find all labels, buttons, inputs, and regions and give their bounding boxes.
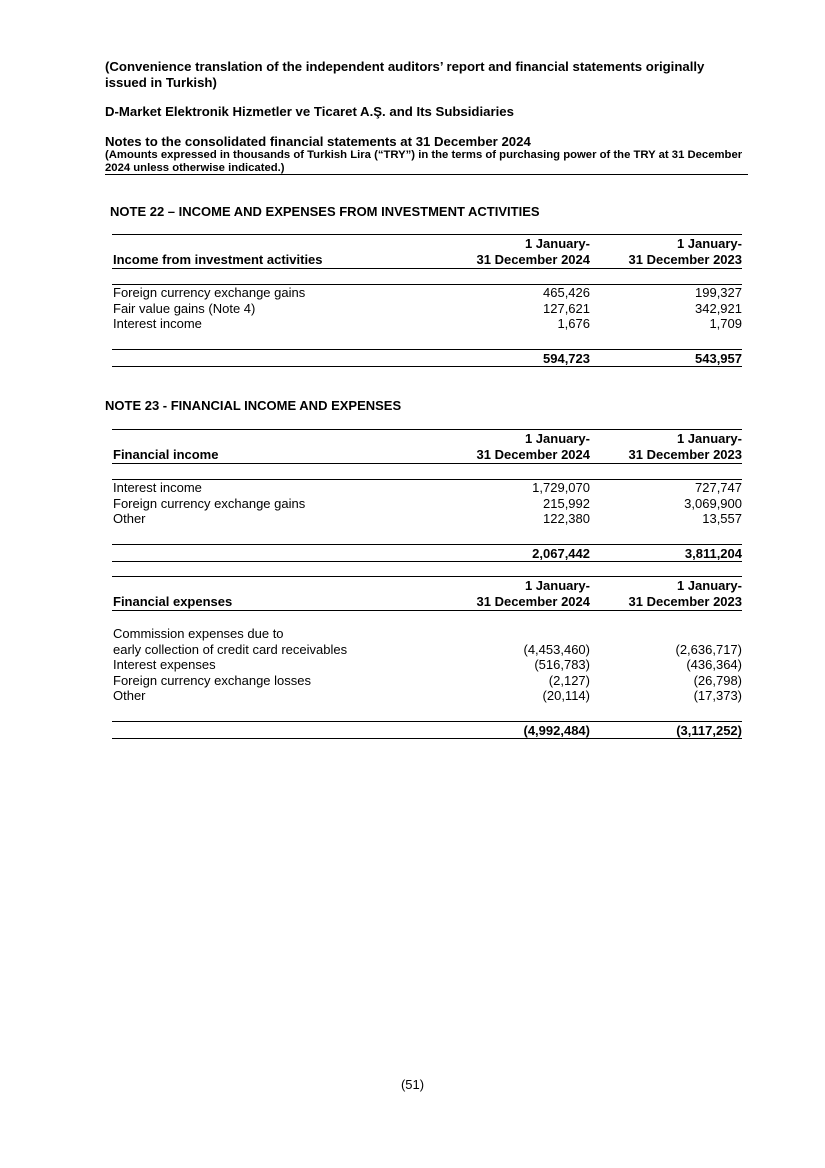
row-label: Foreign currency exchange losses: [113, 672, 311, 688]
total-2023: 3,811,204: [684, 545, 742, 561]
note-22-title: NOTE 22 – INCOME AND EXPENSES FROM INVESTMENT ACTIVITIES: [110, 204, 540, 219]
column-header-2024-line2: 31 December 2024: [476, 446, 590, 462]
notes-title: Notes to the consolidated financial statements at 31 December 2024: [105, 133, 531, 149]
table-total-row: [112, 349, 742, 368]
document-header: [105, 59, 748, 175]
column-header-2023-line1: 1 January-: [676, 431, 742, 446]
table-row: [112, 511, 742, 527]
column-header-2023-line2: 31 December 2023: [628, 251, 742, 267]
column-header-2023-line1: 1 January-: [676, 236, 742, 251]
row-value-2024: (4,453,460): [523, 641, 590, 657]
total-2024: 2,067,442: [532, 545, 590, 561]
row-value-2023: (2,636,717): [675, 641, 742, 657]
table-row: [112, 642, 742, 658]
row-value-2024: 215,992: [543, 495, 590, 511]
table-row: [112, 480, 742, 496]
column-header-2024-line1: 1 January-: [524, 431, 590, 446]
row-value-2024: 465,426: [543, 285, 590, 300]
table-row: [112, 657, 742, 673]
column-header-2024-line2: 31 December 2024: [476, 593, 590, 609]
row-value-2023: 1,709: [709, 316, 742, 331]
translation-note: (Convenience translation of the independent auditors’ report and financial statements originally issued in Turkish): [105, 59, 705, 90]
column-header-2024-line1: 1 January-: [524, 578, 590, 593]
column-header-label: Financial expenses: [113, 593, 233, 609]
table-row: [112, 285, 742, 301]
row-label: Foreign currency exchange gains: [113, 285, 306, 300]
row-value-2023: (26,798): [693, 672, 742, 688]
table-row: [112, 626, 742, 642]
page-number: (51): [400, 1077, 425, 1092]
row-value-2024: (2,127): [548, 672, 590, 688]
table-row: [112, 316, 742, 332]
column-header-2024: [450, 431, 590, 462]
financial-income-table: [112, 429, 742, 562]
row-value-2024: (516,783): [534, 657, 590, 672]
row-value-2024: 127,621: [543, 300, 590, 316]
column-header-2023-line1: 1 January-: [676, 578, 742, 593]
row-value-2024: 1,729,070: [532, 480, 590, 495]
row-value-2023: 727,747: [695, 480, 742, 495]
table-row: [112, 688, 742, 704]
row-value-2023: (436,364): [686, 657, 742, 672]
row-value-2023: 13,557: [702, 511, 742, 526]
row-label: Foreign currency exchange gains: [113, 495, 306, 511]
total-2024: 594,723: [543, 350, 590, 366]
column-header-label: Financial income: [113, 446, 219, 462]
row-label: Interest expenses: [113, 657, 216, 672]
amounts-note: (Amounts expressed in thousands of Turkish Lira (“TRY”) in the terms of purchasing power of the TRY at 31 December 2024 unless otherwise indicated.): [105, 149, 748, 175]
row-value-2024: 122,380: [543, 511, 590, 526]
row-label: Fair value gains (Note 4): [113, 300, 256, 316]
row-label: Other: [113, 511, 146, 526]
row-label: Other: [113, 688, 146, 703]
column-header-label: Income from investment activities: [113, 251, 323, 267]
row-value-2024: (20,114): [542, 688, 590, 703]
total-2024: (4,992,484): [523, 722, 590, 738]
row-label: early collection of credit card receivables: [113, 641, 348, 657]
table-row: [112, 301, 742, 317]
row-value-2023: 342,921: [695, 300, 742, 316]
row-value-2023: 3,069,900: [684, 495, 742, 511]
row-label: Interest income: [113, 480, 202, 495]
column-header-2024: [450, 578, 590, 609]
column-header-2023-line2: 31 December 2023: [628, 593, 742, 609]
table-row: [112, 673, 742, 689]
total-2023: (3,117,252): [676, 722, 742, 738]
investment-income-table: [112, 234, 742, 367]
table-header: [112, 235, 742, 269]
row-value-2024: 1,676: [557, 316, 590, 331]
row-label: Commission expenses due to: [113, 626, 284, 641]
column-header-2024-line1: 1 January-: [524, 236, 590, 251]
financial-expenses-table: [112, 576, 742, 739]
row-value-2023: 199,327: [695, 285, 742, 300]
row-label: Interest income: [113, 316, 202, 331]
table-header: [112, 577, 742, 611]
total-2023: 543,957: [695, 350, 742, 366]
table-total-row: [112, 544, 742, 563]
row-value-2023: (17,373): [693, 688, 742, 703]
company-name: D-Market Elektronik Hizmetler ve Ticaret A.Ş. and Its Subsidiaries: [105, 104, 514, 119]
column-header-2023: [590, 431, 742, 462]
column-header-2023-line2: 31 December 2023: [628, 446, 742, 462]
note-23-title: NOTE 23 - FINANCIAL INCOME AND EXPENSES: [105, 398, 402, 413]
table-row: [112, 496, 742, 512]
column-header-2023: [590, 236, 742, 267]
column-header-2024-line2: 31 December 2024: [476, 251, 590, 267]
column-header-2023: [590, 578, 742, 609]
column-header-2024: [450, 236, 590, 267]
table-total-row: [112, 721, 742, 740]
table-header: [112, 430, 742, 464]
